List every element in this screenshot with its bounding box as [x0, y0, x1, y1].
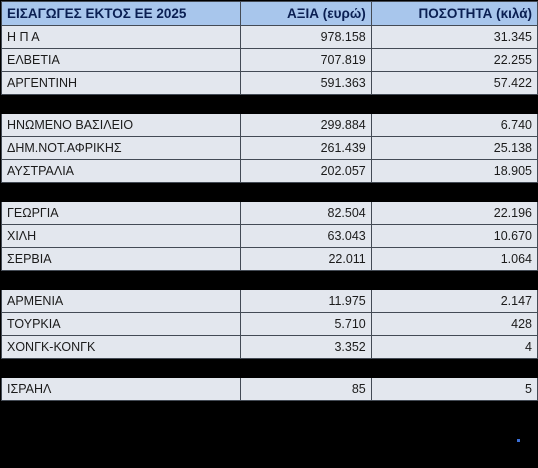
quantity-cell[interactable]: 6.740 [371, 114, 537, 137]
table-row [2, 378, 538, 401]
group-separator [2, 183, 538, 202]
separator-cell [240, 359, 371, 378]
group-separator [2, 95, 538, 114]
value-cell[interactable]: 85 [240, 378, 371, 401]
country-cell[interactable]: ΑΡΜΕΝΙΑ [2, 290, 241, 313]
separator-cell [240, 95, 371, 114]
value-cell[interactable]: 707.819 [240, 49, 371, 72]
corner-marker [517, 439, 520, 442]
country-cell[interactable]: ΑΥΣΤΡΑΛΙΑ [2, 160, 241, 183]
quantity-cell[interactable]: 10.670 [371, 225, 537, 248]
value-cell[interactable]: 978.158 [240, 26, 371, 49]
group-separator [2, 271, 538, 290]
table-row [2, 137, 538, 160]
separator-cell [2, 183, 241, 202]
table-row [2, 49, 538, 72]
country-cell[interactable]: ΓΕΩΡΓΙΑ [2, 202, 241, 225]
separator-cell [240, 271, 371, 290]
separator-cell [371, 359, 537, 378]
table-row [2, 313, 538, 336]
separator-cell [2, 359, 241, 378]
table-row [2, 202, 538, 225]
country-cell[interactable]: ΗΝΩΜΕΝΟ ΒΑΣΙΛΕΙΟ [2, 114, 241, 137]
imports-table [1, 1, 538, 401]
quantity-cell[interactable]: 25.138 [371, 137, 537, 160]
separator-cell [371, 271, 537, 290]
quantity-cell[interactable]: 22.196 [371, 202, 537, 225]
country-cell[interactable]: ΙΣΡΑΗΛ [2, 378, 241, 401]
separator-cell [240, 183, 371, 202]
value-cell[interactable]: 22.011 [240, 248, 371, 271]
country-cell[interactable]: ΤΟΥΡΚΙΑ [2, 313, 241, 336]
table-header-row [2, 2, 538, 26]
quantity-cell[interactable]: 5 [371, 378, 537, 401]
table-row [2, 248, 538, 271]
table-row [2, 290, 538, 313]
country-cell[interactable]: ΣΕΡΒΙΑ [2, 248, 241, 271]
header-country[interactable]: ΕΙΣΑΓΩΓΕΣ ΕΚΤΟΣ ΕΕ 2025 [2, 2, 241, 26]
quantity-cell[interactable]: 1.064 [371, 248, 537, 271]
country-cell[interactable]: ΧΟΝΓΚ-ΚΟΝΓΚ [2, 336, 241, 359]
group-separator [2, 359, 538, 378]
separator-cell [371, 183, 537, 202]
country-cell[interactable]: ΧΙΛΗ [2, 225, 241, 248]
quantity-cell[interactable]: 428 [371, 313, 537, 336]
value-cell[interactable]: 3.352 [240, 336, 371, 359]
header-quantity[interactable]: ΠΟΣΟΤΗΤΑ (κιλά) [371, 2, 537, 26]
table-row [2, 160, 538, 183]
separator-cell [2, 271, 241, 290]
value-cell[interactable]: 261.439 [240, 137, 371, 160]
value-cell[interactable]: 299.884 [240, 114, 371, 137]
quantity-cell[interactable]: 57.422 [371, 72, 537, 95]
country-cell[interactable]: ΕΛΒΕΤΙΑ [2, 49, 241, 72]
country-cell[interactable]: Η Π Α [2, 26, 241, 49]
table-row [2, 225, 538, 248]
table-row [2, 336, 538, 359]
value-cell[interactable]: 82.504 [240, 202, 371, 225]
value-cell[interactable]: 202.057 [240, 160, 371, 183]
value-cell[interactable]: 5.710 [240, 313, 371, 336]
header-value[interactable]: ΑΞΙΑ (ευρώ) [240, 2, 371, 26]
quantity-cell[interactable]: 31.345 [371, 26, 537, 49]
separator-cell [371, 95, 537, 114]
value-cell[interactable]: 63.043 [240, 225, 371, 248]
value-cell[interactable]: 11.975 [240, 290, 371, 313]
table-row [2, 72, 538, 95]
value-cell[interactable]: 591.363 [240, 72, 371, 95]
separator-cell [2, 95, 241, 114]
quantity-cell[interactable]: 18.905 [371, 160, 537, 183]
country-cell[interactable]: ΑΡΓΕΝΤΙΝΗ [2, 72, 241, 95]
quantity-cell[interactable]: 2.147 [371, 290, 537, 313]
quantity-cell[interactable]: 4 [371, 336, 537, 359]
table-row [2, 114, 538, 137]
country-cell[interactable]: ΔΗΜ.ΝΟΤ.ΑΦΡΙΚΗΣ [2, 137, 241, 160]
quantity-cell[interactable]: 22.255 [371, 49, 537, 72]
imports-table-body [2, 2, 538, 401]
table-row [2, 26, 538, 49]
